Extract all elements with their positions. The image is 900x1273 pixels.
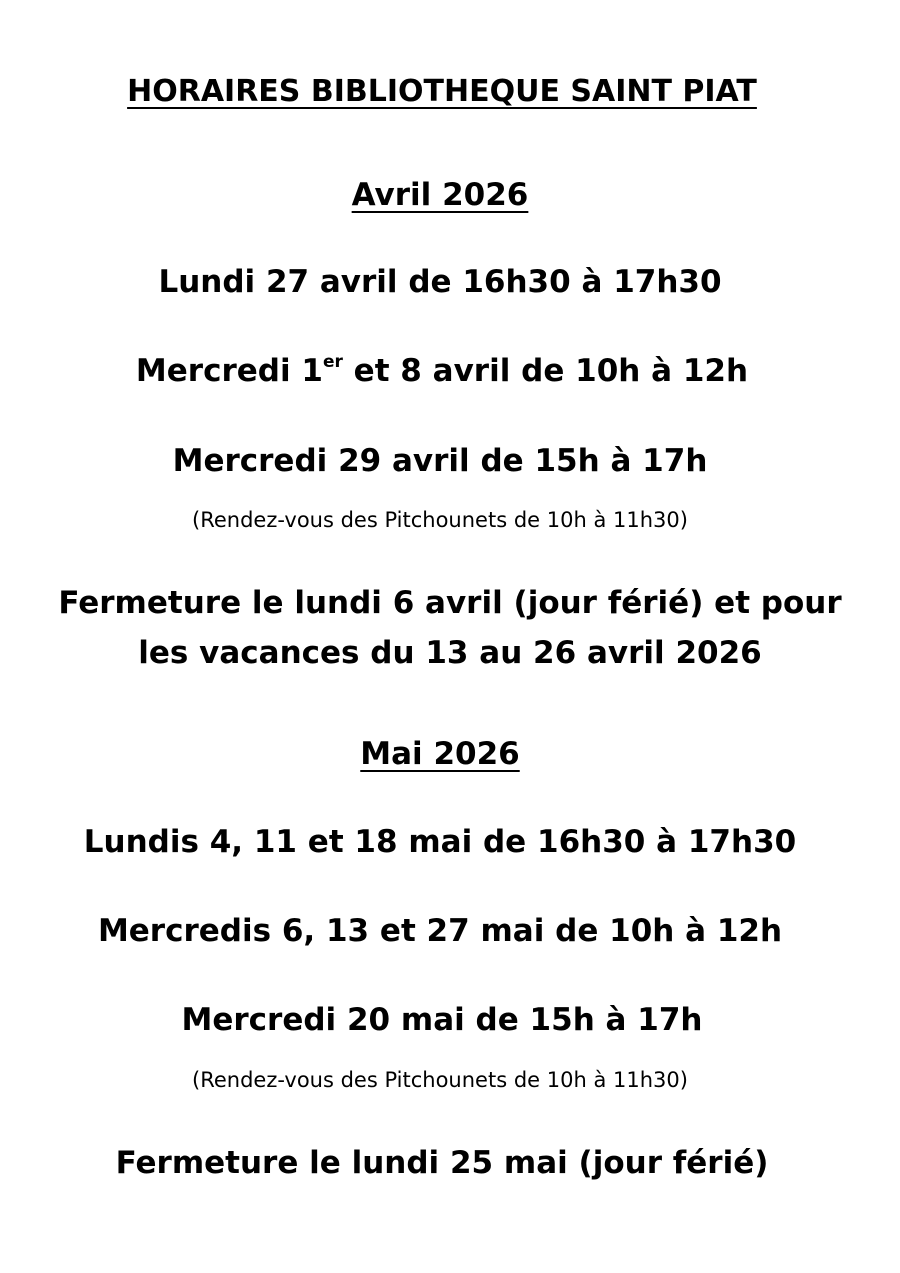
page-title: HORAIRES BIBLIOTHEQUE SAINT PIAT	[127, 74, 757, 109]
may-closure: Fermeture le lundi 25 mai (jour férié)	[115, 1145, 769, 1181]
april-monday-hours: Lundi 27 avril de 16h30 à 17h30	[158, 264, 722, 300]
april-pitchounets-note: (Rendez-vous des Pitchounets de 10h à 11h30)	[192, 508, 688, 532]
may-wednesday-morning-hours: Mercredis 6, 13 et 27 mai de 10h à 12h	[97, 913, 783, 949]
april-wednesday-morning-prefix: Mercredi 1	[135, 353, 323, 389]
april-heading: Avril 2026	[351, 177, 529, 213]
april-wednesday-morning-hours	[0, 351, 892, 391]
ordinal-suffix: er	[322, 352, 343, 372]
may-monday-hours: Lundis 4, 11 et 18 mai de 16h30 à 17h30	[83, 824, 797, 860]
may-heading: Mai 2026	[360, 736, 520, 772]
april-closure-line-1: Fermeture le lundi 6 avril (jour férié) et pour	[58, 585, 842, 621]
april-wednesday-morning-suffix: et 8 avril de 10h à 12h	[342, 353, 749, 389]
april-closure-line-2: les vacances du 13 au 26 avril 2026	[138, 635, 762, 671]
may-pitchounets-note: (Rendez-vous des Pitchounets de 10h à 11h30)	[192, 1068, 688, 1092]
april-wednesday-afternoon-hours: Mercredi 29 avril de 15h à 17h	[172, 443, 708, 479]
may-wednesday-afternoon-hours: Mercredi 20 mai de 15h à 17h	[181, 1002, 703, 1038]
